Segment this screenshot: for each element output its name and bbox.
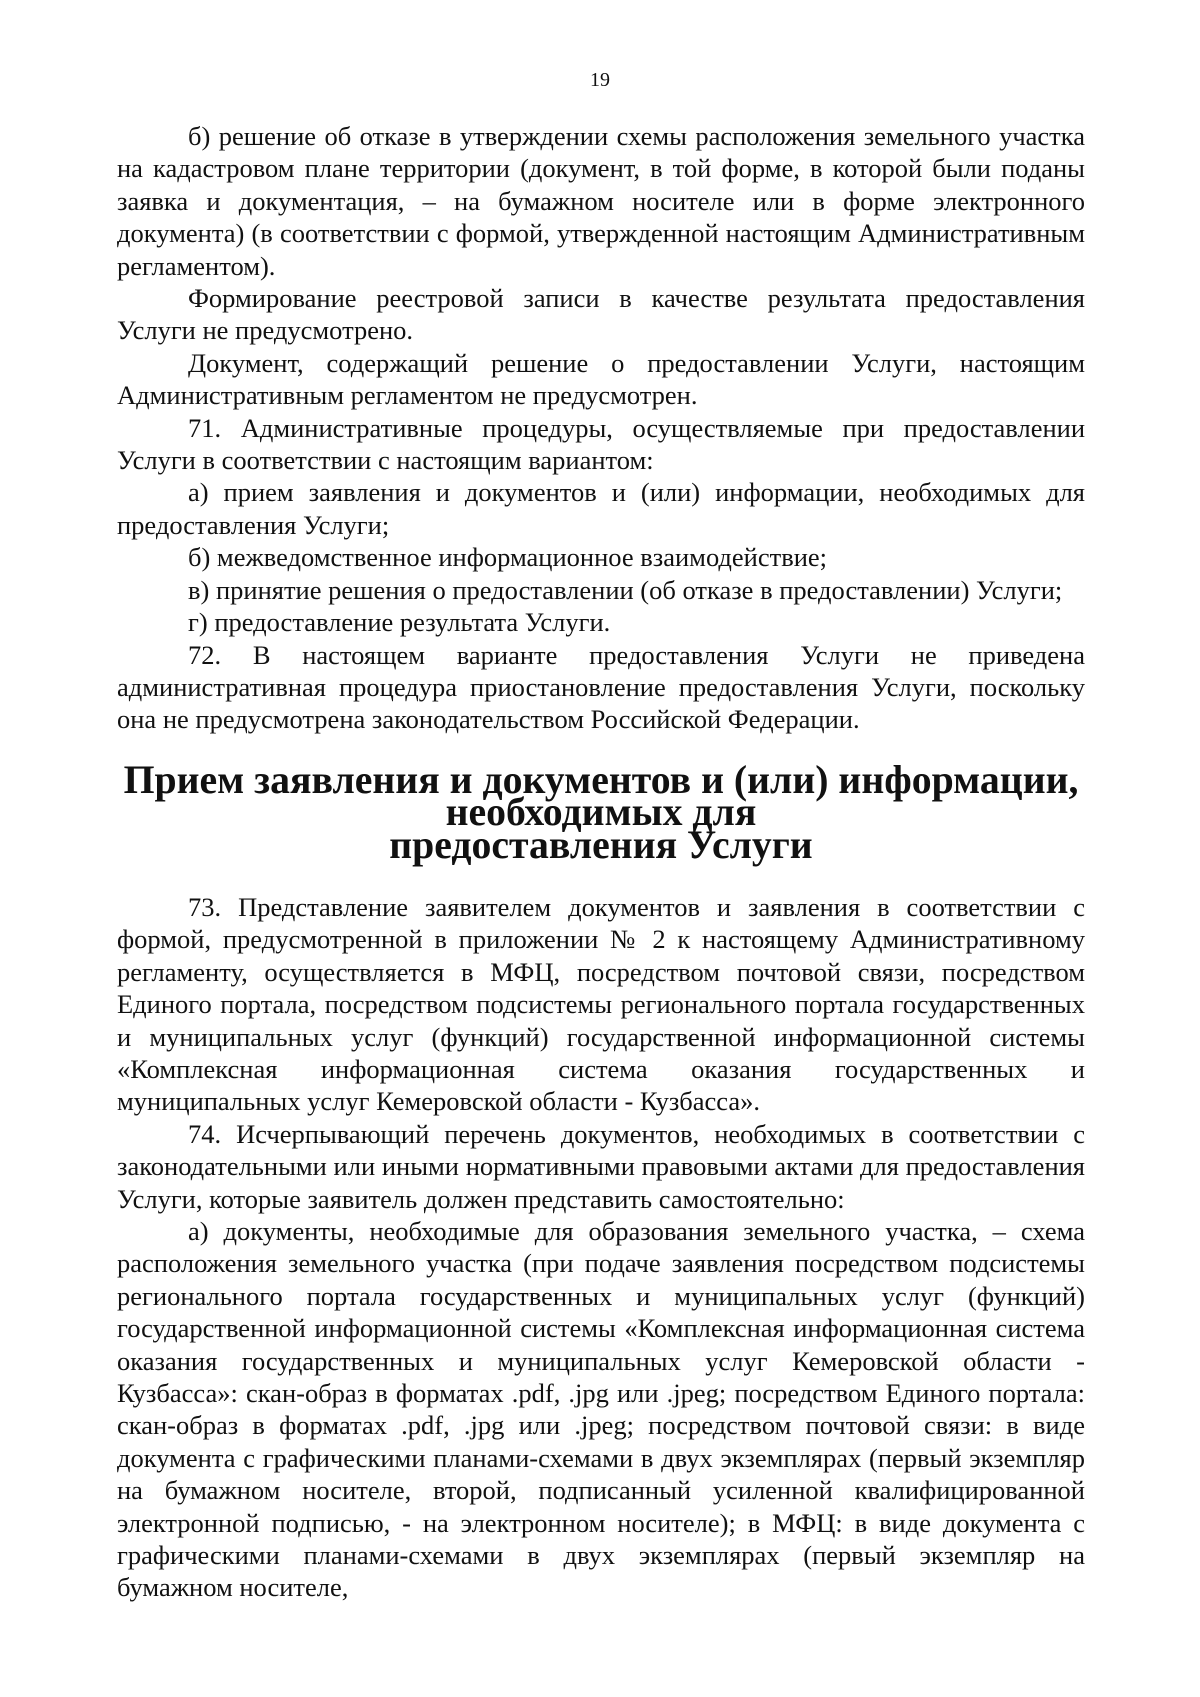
paragraph: 71. Административные процедуры, осуществляемые при предоставлении Услуги в соответствии с настоящим вариантом:	[117, 412, 1085, 476]
document-body	[117, 120, 1085, 1604]
section-heading	[117, 757, 1085, 867]
paragraph: Документ, содержащий решение о предоставлении Услуги, настоящим Административным регламентом не предусмотрен.	[117, 347, 1085, 411]
paragraph: б) межведомственное информационное взаимодействие;	[188, 542, 828, 573]
paragraph: а) прием заявления и документов и (или) информации, необходимых для предоставления Услуги;	[117, 477, 1085, 540]
paragraph: в) принятие решения о предоставлении (об отказе в предоставлении) Услуги;	[188, 574, 1063, 605]
paragraph: а) документы, необходимые для образования земельного участка, – схема расположения земельного участка (при подаче заявления посредством подсистемы регионального портала государственных и муниципальных услуг (функций) государственной информационной системы «Комплексная информационная система оказания государственных и муниципальных услуг Кемеровской области - Кузбасса»: скан-образ в форматах .pdf, .jpg или .jpeg; посредством Единого портала: скан-образ в форматах .pdf, .jpg или .jpeg; посредством почтовой связи: в виде документа с графическими планами-схемами в двух экземплярах (первый экземпляр на бумажном носителе, второй, подписанный усиленной квалифицированной электронной подписью, - на электронном носителе); в МФЦ: в виде документа с графическими планами-схемами в двух экземплярах (первый экземпляр на бумажном носителе,	[117, 1216, 1085, 1603]
paragraph: б) решение об отказе в утверждении схемы расположения земельного участка на кадастровом плане территории (документ, в той форме, в которой были поданы заявка и документация, – на бумажном носителе или в форме электронного документа) (в соответствии с формой, утвержденной настоящим Административным регламентом).	[117, 121, 1085, 281]
paragraph: г) предоставление результата Услуги.	[188, 607, 611, 638]
section-heading-line: предоставления Услуги	[389, 822, 813, 867]
section-heading-line: Прием заявления и документов и (или) информации, необходимых для	[123, 757, 1079, 835]
paragraph: 74. Исчерпывающий перечень документов, необходимых в соответствии с законодательными или иными нормативными правовыми актами для предоставления Услуги, которые заявитель должен представить самостоятельно:	[117, 1118, 1085, 1214]
paragraph: Формирование реестровой записи в качестве результата предоставления Услуги не предусмотрено.	[117, 283, 1085, 346]
paragraph: 73. Представление заявителем документов и заявления в соответствии с формой, предусмотренной в приложении № 2 к настоящему Административному регламенту, осуществляется в МФЦ, посредством почтовой связи, посредством Единого портала, посредством подсистемы регионального портала государственных и муниципальных услуг (функций) государственной информационной системы «Комплексная информационная система оказания государственных и муниципальных услуг Кемеровской области - Кузбасса».	[117, 891, 1085, 1117]
paragraph: 72. В настоящем варианте предоставления Услуги не приведена административная процедура приостановление предоставления Услуги, поскольку она не предусмотрена законодательством Российской Федерации.	[117, 639, 1085, 735]
page-number: 19	[590, 69, 610, 91]
